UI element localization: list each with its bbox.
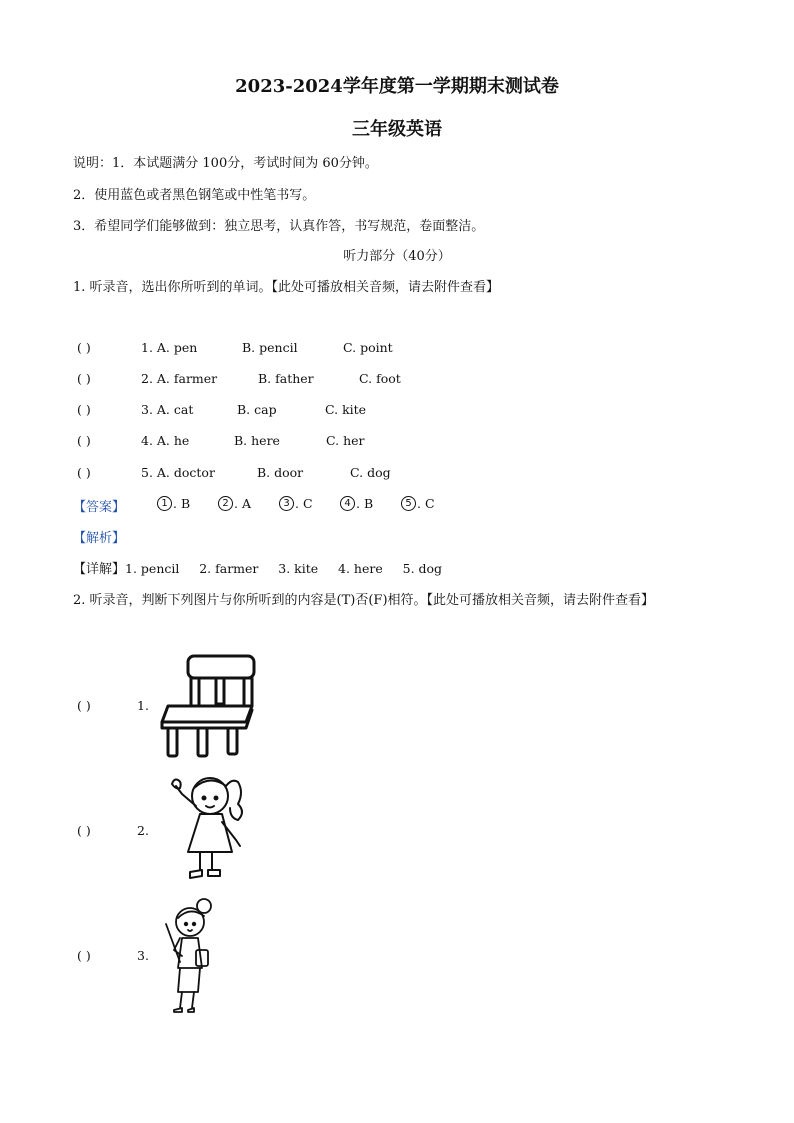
answer-blank[interactable]: ( ) <box>77 402 91 417</box>
answer-line <box>73 496 493 514</box>
q1-item-3 <box>77 402 477 417</box>
answer-blank[interactable]: ( ) <box>77 823 91 838</box>
page-subtitle: 三年级英语 <box>352 119 442 140</box>
q2-item-3: ( ) 3. <box>77 948 149 963</box>
answer-blank[interactable]: ( ) <box>77 371 91 386</box>
option-b: B. door <box>257 465 304 480</box>
section-heading: 听力部分（40分） <box>343 249 451 264</box>
answer-4: 4 . B <box>340 496 373 511</box>
q2-prompt: 2. 听录音，判断下列图片与你所听到的内容是(T)否(F)相符。【此处可播放相关音频，请去附件查看】 <box>73 593 655 608</box>
option-b: B. cap <box>237 402 277 417</box>
answer-blank[interactable]: ( ) <box>77 465 91 480</box>
detail-line <box>73 558 442 577</box>
option-c: C. her <box>326 433 365 448</box>
answer-blank[interactable]: ( ) <box>77 698 91 713</box>
instruction-1: 说明：1．本试题满分 100分，考试时间为 60分钟。 <box>73 156 378 171</box>
option-c: C. foot <box>359 371 401 386</box>
teacher-icon <box>162 896 218 1018</box>
option-c: C. dog <box>350 465 391 480</box>
q1-prompt: 1. 听录音，选出你所听到的单词。【此处可播放相关音频，请去附件查看】 <box>73 280 500 295</box>
q2-item-1: ( ) 1. <box>77 698 149 713</box>
answer-1: 1 . B <box>157 496 190 511</box>
option-b: B. here <box>234 433 280 448</box>
q1-item-5 <box>77 465 477 480</box>
q2-item-2: ( ) 2. <box>77 823 149 838</box>
answer-3: 3 . C <box>279 496 313 511</box>
instruction-2: 2．使用蓝色或者黑色钢笔或中性笔书写。 <box>73 188 316 203</box>
girl-icon <box>160 772 250 888</box>
option-b: B. father <box>258 371 314 386</box>
answer-blank[interactable]: ( ) <box>77 340 91 355</box>
option-a: 2. A. farmer <box>141 371 218 386</box>
option-b: B. pencil <box>242 340 298 355</box>
option-a: 4. A. he <box>141 433 190 448</box>
answer-blank[interactable]: ( ) <box>77 948 91 963</box>
answer-2: 2 . A <box>218 496 251 511</box>
q1-item-1 <box>77 340 477 355</box>
detail-label: 【详解】 <box>73 562 126 577</box>
option-a: 3. A. cat <box>141 402 194 417</box>
chair-icon <box>158 652 258 760</box>
option-a: 1. A. pen <box>141 340 198 355</box>
option-c: C. kite <box>325 402 367 417</box>
analysis-label: 【解析】 <box>73 531 126 546</box>
answer-5: 5 . C <box>401 496 435 511</box>
q1-item-4 <box>77 433 477 448</box>
q1-item-2 <box>77 371 477 386</box>
detail-text: 1. pencil 2. farmer 3. kite 4. here 5. dog <box>125 561 443 576</box>
page-title: 2023-2024学年度第一学期期末测试卷 <box>235 76 559 97</box>
answer-label: 【答案】 <box>73 500 126 515</box>
option-a: 5. A. doctor <box>141 465 215 480</box>
instruction-3: 3．希望同学们能够做到：独立思考，认真作答，书写规范，卷面整洁。 <box>73 219 485 234</box>
answer-blank[interactable]: ( ) <box>77 433 91 448</box>
option-c: C. point <box>343 340 393 355</box>
